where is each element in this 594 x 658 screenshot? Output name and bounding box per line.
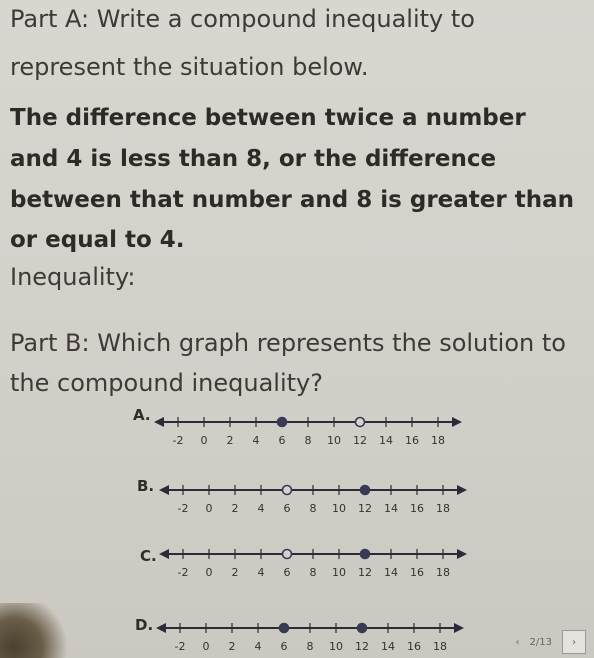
tick-label: 14 [384, 566, 398, 579]
closed-point [280, 624, 289, 633]
tick-label: 2 [228, 640, 236, 653]
tick-label: 10 [332, 566, 346, 579]
arrow-right-icon [452, 417, 462, 427]
tick-label: 2 [231, 502, 239, 515]
option-a-letter: A. [133, 406, 151, 424]
tick-label: 12 [358, 502, 372, 515]
tick-label: 6 [283, 502, 291, 515]
photo-corner-shadow [0, 603, 70, 658]
closed-point [361, 486, 370, 495]
tick-label: -2 [172, 434, 184, 447]
tick-label: 14 [381, 640, 395, 653]
tick-label: 2 [231, 566, 239, 579]
pager-prev-icon[interactable]: ‹ [515, 636, 520, 648]
tick-label: 0 [205, 502, 213, 515]
option-a-number-line[interactable] [150, 410, 490, 450]
tick-label: -2 [177, 502, 189, 515]
tick-label: 0 [200, 434, 208, 447]
tick-label: -2 [174, 640, 186, 653]
option-b-number-line[interactable] [155, 478, 495, 518]
option-d-letter: D. [135, 616, 154, 634]
tick-label: 8 [309, 502, 317, 515]
tick-label: 10 [329, 640, 343, 653]
part-a-line-1: Part A: Write a compound inequality to [10, 5, 475, 33]
tick-label: 16 [410, 566, 424, 579]
open-point [283, 550, 292, 559]
part-b-line-1: Part B: Which graph represents the solution to [10, 329, 566, 357]
option-c-number-line[interactable] [155, 542, 495, 582]
tick-label: 12 [353, 434, 367, 447]
arrow-left-icon [156, 623, 166, 633]
tick-label: 14 [384, 502, 398, 515]
tick-label: 4 [257, 502, 265, 515]
option-d-number-line[interactable] [152, 616, 492, 656]
arrow-left-icon [159, 485, 169, 495]
tick-label: 14 [379, 434, 393, 447]
tick-label: 10 [332, 502, 346, 515]
arrow-right-icon [457, 549, 467, 559]
tick-label: -2 [177, 566, 189, 579]
tick-label: 12 [355, 640, 369, 653]
pager-next-button[interactable] [562, 630, 586, 654]
tick-label: 12 [358, 566, 372, 579]
tick-label: 0 [205, 566, 213, 579]
tick-label: 8 [304, 434, 312, 447]
tick-label: 2 [226, 434, 234, 447]
closed-point [278, 418, 287, 427]
inequality-label: Inequality: [10, 263, 136, 291]
situation-line-1: The difference between twice a number [10, 105, 526, 131]
option-b-letter: B. [137, 477, 155, 495]
arrow-left-icon [159, 549, 169, 559]
situation-line-3: between that number and 8 is greater than [10, 187, 574, 213]
pager [516, 630, 586, 654]
option-c-letter: C. [140, 547, 157, 565]
tick-label: 6 [280, 640, 288, 653]
closed-point [361, 550, 370, 559]
tick-label: 18 [431, 434, 445, 447]
tick-label: 16 [405, 434, 419, 447]
part-b-line-2: the compound inequality? [10, 369, 323, 397]
open-point [356, 418, 365, 427]
tick-label: 8 [306, 640, 314, 653]
open-point [283, 486, 292, 495]
tick-label: 8 [309, 566, 317, 579]
closed-point [358, 624, 367, 633]
tick-label: 18 [436, 566, 450, 579]
chevron-right-icon: › [572, 636, 576, 648]
situation-line-4: or equal to 4. [10, 227, 185, 253]
tick-label: 18 [436, 502, 450, 515]
pager-page-indicator: 2/13 [529, 636, 552, 648]
part-a-line-2: represent the situation below. [10, 53, 369, 81]
tick-label: 4 [257, 566, 265, 579]
tick-label: 6 [278, 434, 286, 447]
arrow-right-icon [457, 485, 467, 495]
tick-label: 10 [327, 434, 341, 447]
tick-label: 18 [433, 640, 447, 653]
tick-label: 16 [407, 640, 421, 653]
tick-label: 0 [202, 640, 210, 653]
tick-label: 6 [283, 566, 291, 579]
tick-label: 4 [254, 640, 262, 653]
arrow-left-icon [154, 417, 164, 427]
arrow-right-icon [454, 623, 464, 633]
tick-label: 4 [252, 434, 260, 447]
situation-line-2: and 4 is less than 8, or the difference [10, 146, 497, 172]
tick-label: 16 [410, 502, 424, 515]
